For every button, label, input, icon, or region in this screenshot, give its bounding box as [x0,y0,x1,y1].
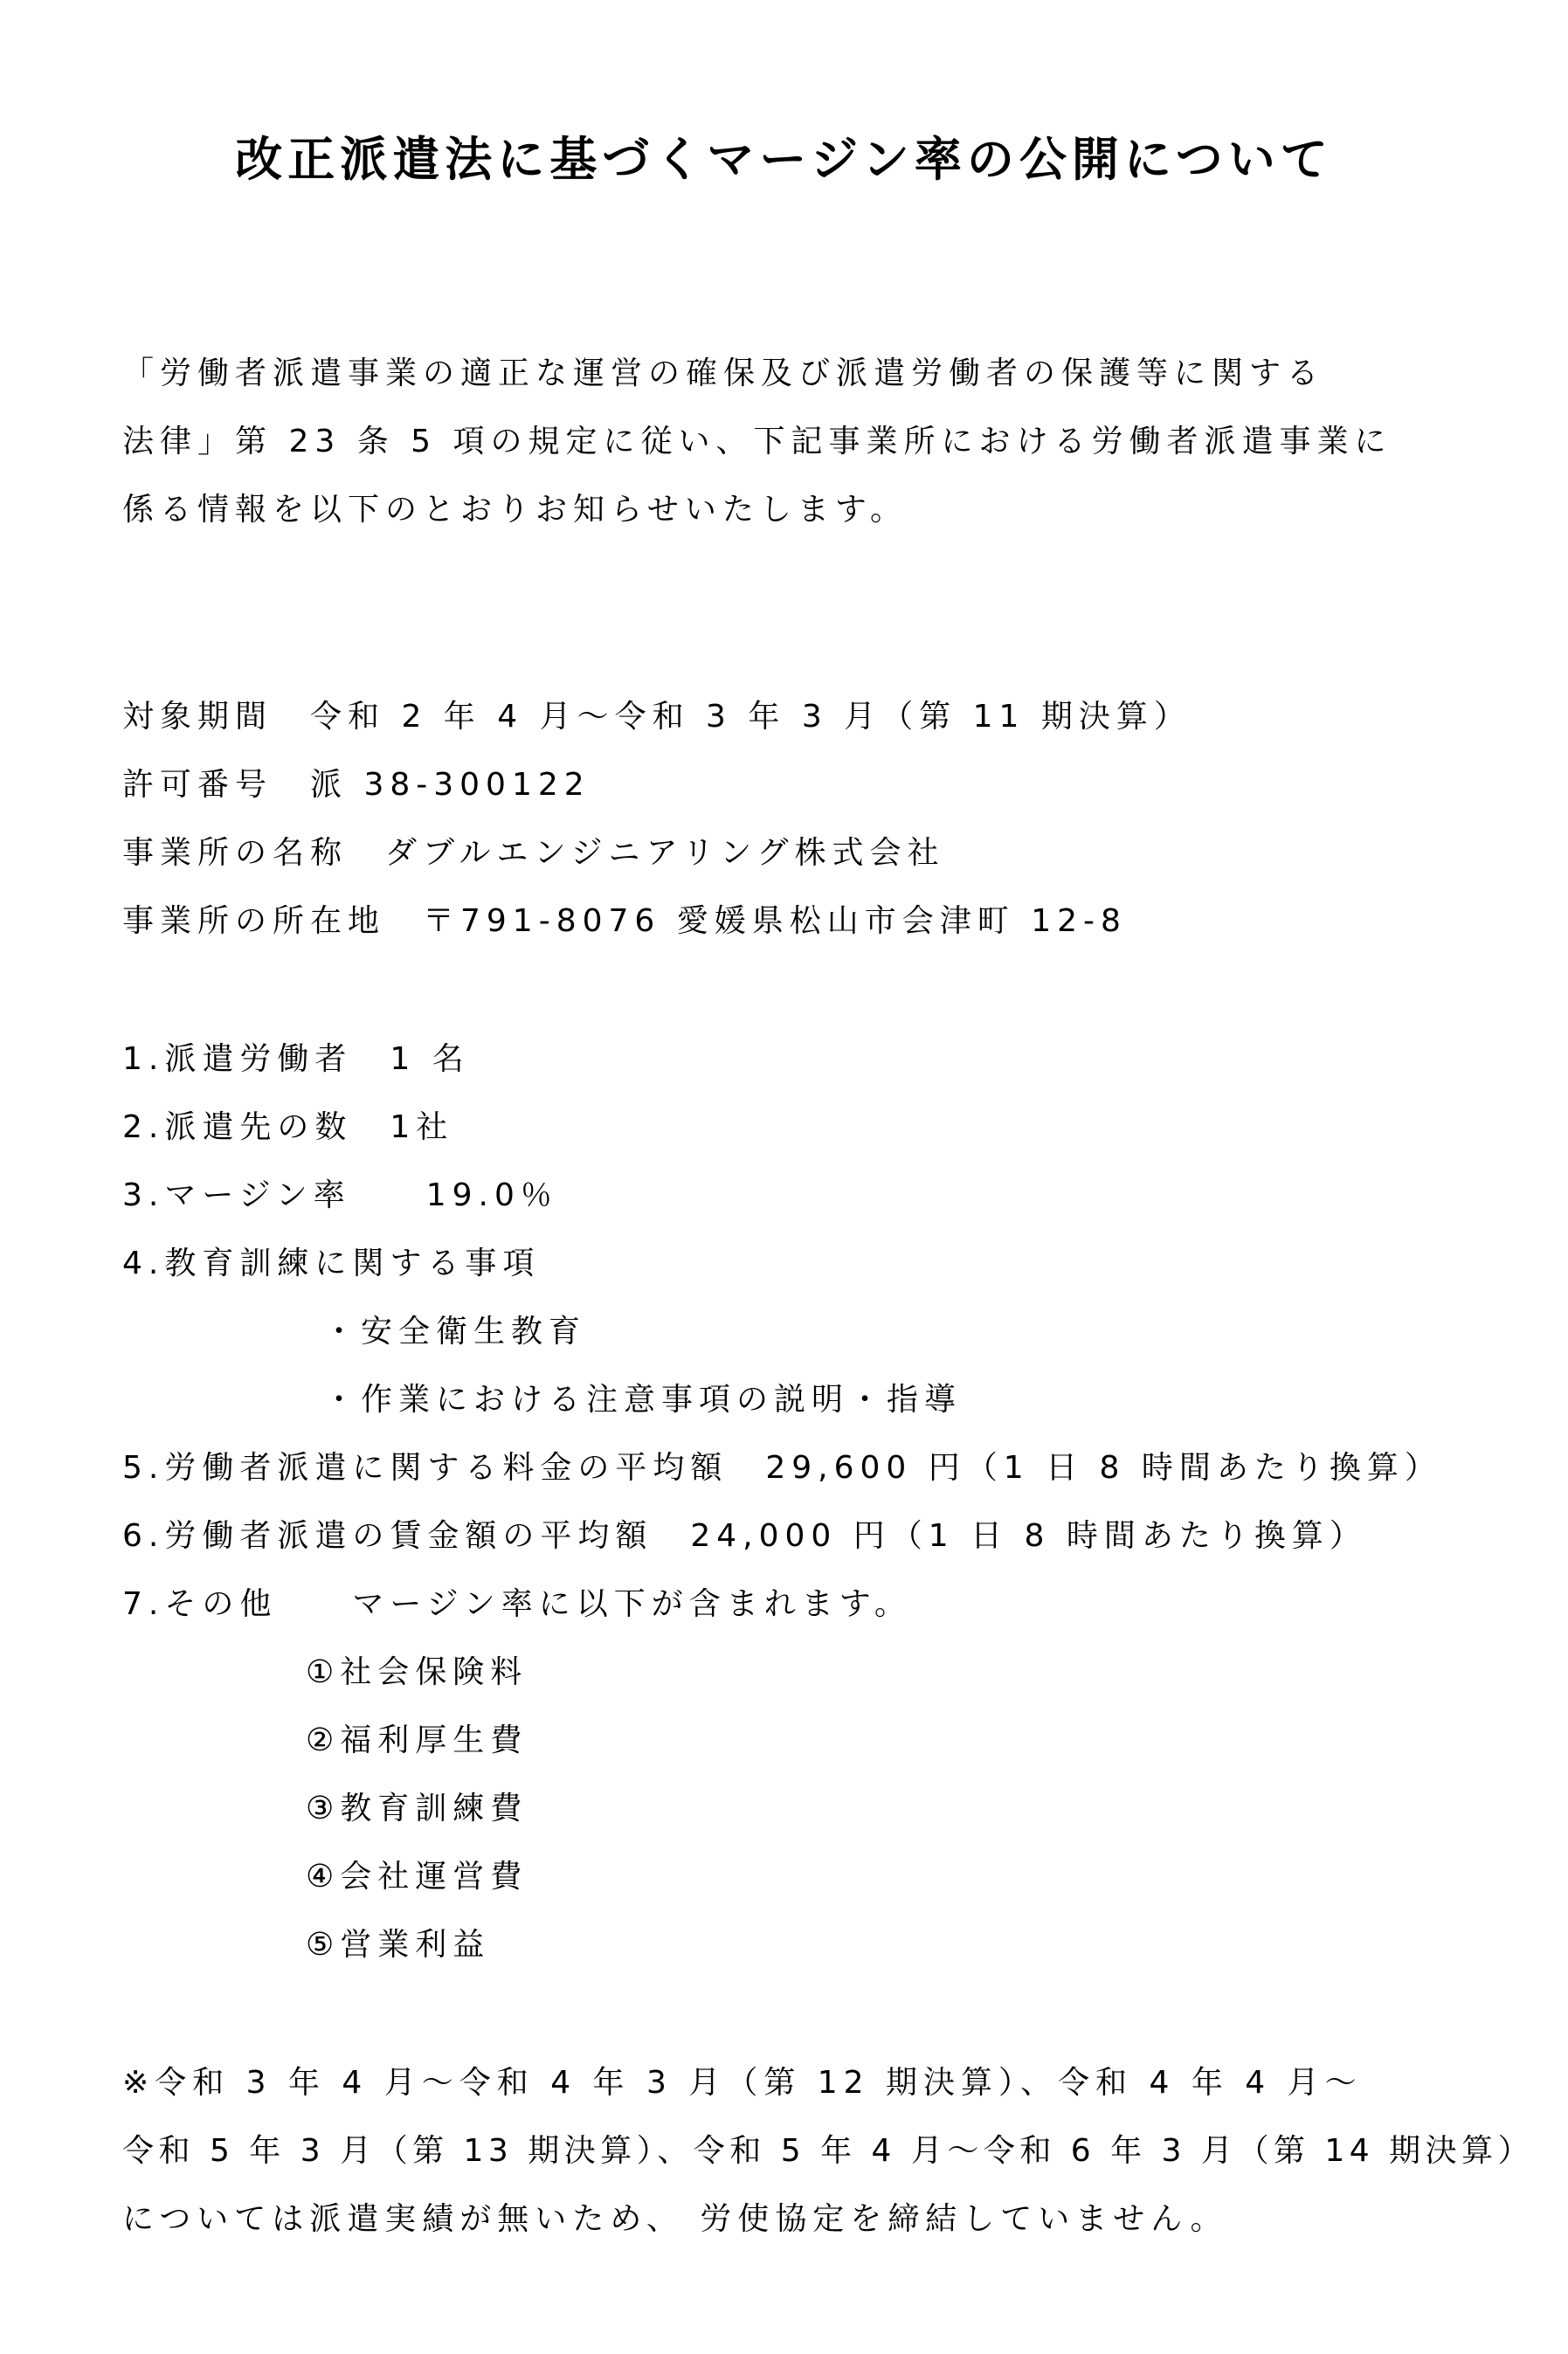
margin-component: ③教育訓練費 [306,1791,528,1826]
note-line: 令和 5 年 3 月（第 13 期決算）、令和 5 年 4 月～令和 6 年 3 月（第 14 期決算） [122,2133,1535,2169]
item-margin-rate: 3.マージン率 19.0％ [122,1177,558,1213]
item-training-heading: 4.教育訓練に関する事項 [122,1246,541,1281]
margin-component: ⑤営業利益 [306,1927,491,1963]
page-title: 改正派遣法に基づくマージン率の公開について [235,132,1333,187]
item-average-fee: 5.労働者派遣に関する料金の平均額 29,600 円（1 日 8 時間あたり換算） [122,1450,1442,1486]
office-name: 事業所の名称 ダブルエンジニアリング株式会社 [122,835,945,871]
margin-component: ②福利厚生費 [306,1722,528,1758]
item-workers: 1.派遣労働者 1 名 [122,1041,470,1077]
license-number: 許可番号 派 38-300122 [122,767,591,803]
intro-line: 係る情報を以下のとおりお知らせいたします。 [122,492,908,528]
margin-component: ①社会保険料 [306,1654,528,1690]
item-other: 7.その他 マージン率に以下が含まれます。 [122,1586,912,1622]
target-period: 対象期間 令和 2 年 4 月～令和 3 年 3 月（第 11 期決算） [122,699,1192,735]
training-item: ・作業における注意事項の説明・指導 [323,1382,963,1418]
margin-component: ④会社運営費 [306,1859,528,1895]
office-address: 事業所の所在地 〒791-8076 愛媛県松山市会津町 12-8 [122,903,1127,939]
item-average-wage: 6.労働者派遣の賃金額の平均額 24,000 円（1 日 8 時間あたり換算） [122,1518,1367,1554]
item-clients: 2.派遣先の数 1社 [122,1109,454,1145]
note-line: については派遣実績が無いため、 労使協定を締結していません。 [122,2201,1228,2237]
note-line: ※令和 3 年 4 月～令和 4 年 3 月（第 12 期決算）、令和 4 年 4 月～ [122,2065,1363,2101]
intro-line: 「労働者派遣事業の適正な運営の確保及び派遣労働者の保護等に関する [122,356,1325,391]
intro-line: 法律」第 23 条 5 項の規定に従い、下記事業所における労働者派遣事業に [122,424,1392,459]
training-item: ・安全衛生教育 [323,1314,587,1350]
